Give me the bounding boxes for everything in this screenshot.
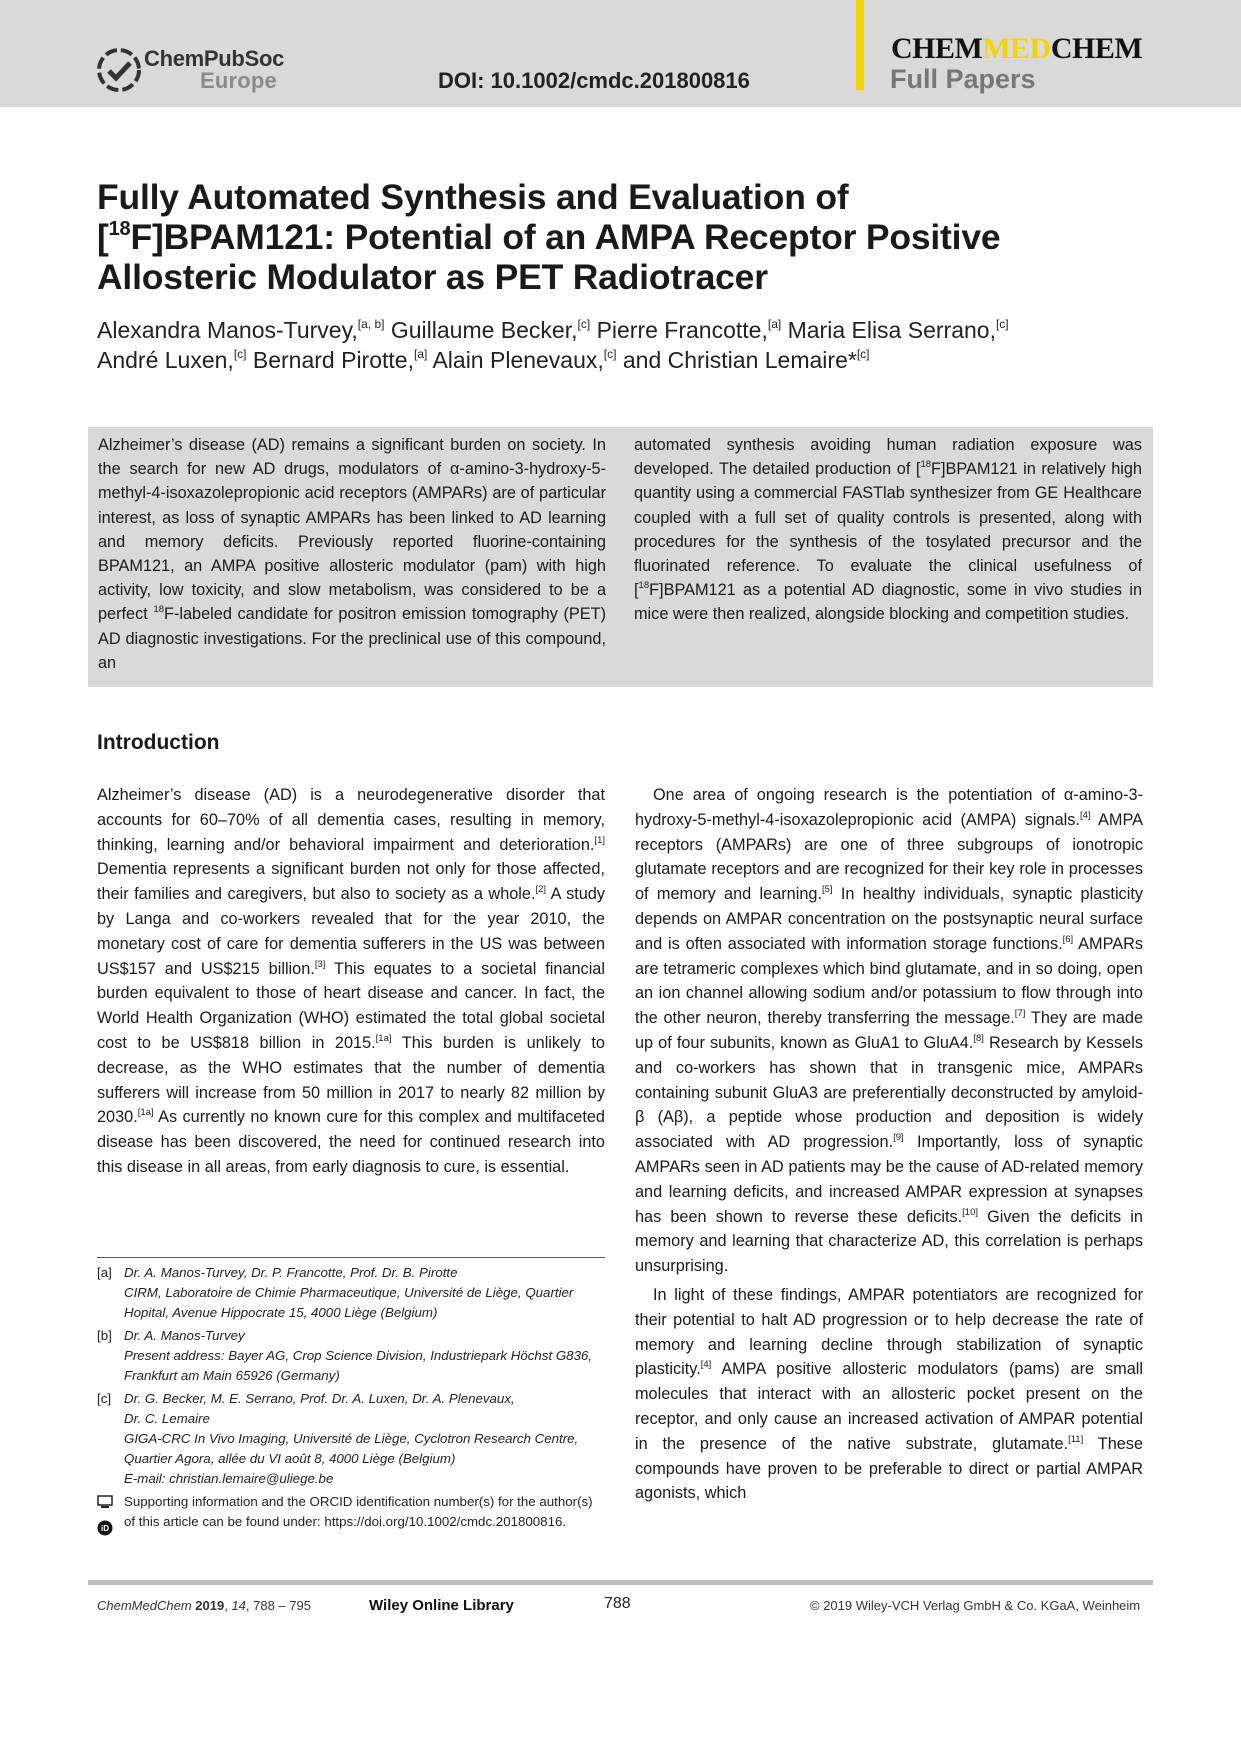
author: Bernard Pirotte,[a]: [252, 347, 428, 373]
footnote-divider: [97, 1257, 605, 1258]
paragraph: In light of these findings, AMPAR potentiators are recognized for their potential to halt AD progression or to help decrease the rate of memory and learning decline through stabilization of synaptic plasticity.[4] AMPA positive allosteric modulators (pams) are small molecules that interact with an allosteric pocket present on the receptor, and only cause an increased activation of AMPAR potential in the presence of the native substrate, glutamate.[11] These compounds have proven to be preferable to direct or partial AMPAR agonists, which: [635, 1285, 1143, 1503]
author: André Luxen,[c]: [97, 347, 247, 373]
body-column-left: [97, 783, 605, 1180]
citation[interactable]: [10]: [962, 1206, 978, 1218]
citation[interactable]: [9]: [893, 1132, 904, 1144]
computer-icon: [97, 1494, 113, 1510]
journal-name-part1: CHEM: [891, 32, 983, 65]
author-list: [97, 315, 1157, 375]
citation[interactable]: [1]: [594, 834, 605, 846]
citation[interactable]: [3]: [314, 958, 326, 970]
citation[interactable]: [4]: [700, 1359, 712, 1371]
journal-name-part3: CHEM: [1050, 32, 1143, 65]
citation[interactable]: [1a]: [375, 1032, 392, 1044]
publisher-name: ChemPubSoc: [144, 46, 285, 71]
publisher-region: Europe: [200, 68, 277, 93]
author: Pierre Francotte,[a]: [596, 317, 782, 343]
body-column-right: [635, 783, 1143, 1506]
abstract-column-left: Alzheimer’s disease (AD) remains a significant burden on society. In the search for new AD drugs, modulators of α-amino-3-hydroxy-5-methyl-4-isoxazolepropionic acid receptors (AMPARs) are of particular interest, as loss of synaptic AMPARs has been linked to AD learning and memory deficits. Previously reported fluorine-containing BPAM121, an AMPA positive allosteric modulator (pam) with high activity, low toxicity, and slow metabolism, was considered to be a perfect $^{18}$F-labeled candidate for positron emission tomography (PET) AD diagnostic investigations. For the preclinical use of this compound, an: [98, 436, 606, 672]
title-line-2: [97, 217, 1157, 257]
citation[interactable]: [6]: [1062, 933, 1074, 945]
page-number: 788: [604, 1595, 631, 1612]
abstract-column-right: automated synthesis avoiding human radiation exposure was developed. The detailed production of [$^{18}$F]BPAM121 in relatively high quantity using a commercial FASTlab synthesizer from GE Healthcare coupled with a full set of quality controls is presented, along with procedures for the synthesis of the tosylated precursor and the fluorinated reference. To evaluate the clinical usefulness of [$^{18}$F]BPAM121 as a potential AD diagnostic, some in vivo studies in mice were then realized, alongside blocking and competition studies.: [634, 436, 1142, 624]
author: Maria Elisa Serrano,[c]: [787, 317, 1009, 343]
wiley-online-library-link[interactable]: Wiley Online Library: [369, 1597, 514, 1614]
title-bracket: [: [97, 217, 109, 257]
footnote-b: [b] Dr. A. Manos-Turvey Present address: Bayer AG, Crop Science Division, Industriepark Höchst G836, Frankfurt am Main 65926 (Germany): [97, 1328, 593, 1383]
title-isotope: 18: [108, 218, 131, 240]
chempubsoc-emblem-icon: [96, 47, 142, 93]
copyright: © 2019 Wiley-VCH Verlag GmbH & Co. KGaA, Weinheim: [810, 1598, 1141, 1613]
paragraph: One area of ongoing research is the potentiation of α-amino-3-hydroxy-5-methyl-4-isoxazolepropionic acid (AMPA) signals.[4] AMPA receptors (AMPARs) are one of three subgroups of ionotropic glutamate receptors and are recognized for their key role in processes of memory and learning.[5] In healthy individuals, synaptic plasticity depends on AMPAR concentration on the postsynaptic neural surface and is often associated with information storage functions.[6] AMPARs are tetrameric complexes which bind glutamate, and in so doing, open an ion channel allowing sodium and/or potassium to flow through into the other neuron, thereby transferring the message.[7] They are made up of four subunits, known as GluA1 to GluA4.[8] Research by Kessels and co-workers has shown that in transgenic mice, AMPARs containing subunit GluA3 are preferentially deconstructed by amyloid-β (Aβ), a peptide whose production and deposition is widely associated with AD progression.[9] Importantly, loss of synaptic AMPARs seen in AD patients may be the cause of AD-related memory and learning deficits, and increased AMPAR expression at synapses has been shown to reverse these deficits.[10] Given the deficits in memory and learning that characterize AD, this correlation is perhaps unsurprising.: [635, 786, 1143, 1276]
affiliation-footnotes: [97, 1263, 605, 1544]
author: and Christian Lemaire*[c]: [622, 347, 870, 373]
footnote-c: [c] Dr. G. Becker, M. E. Serrano, Prof. Dr. A. Luxen, Dr. A. Plenevaux, Dr. C. Lemaire GIGA-CRC In Vivo Imaging, Université de Liège, Cyclotron Research Centre, Quartier Agora, allée du VI août 8, 4000 Liège (Belgium) E-mail: christian.lemaire@uliege.be: [97, 1391, 579, 1486]
journal-name-part2: MED: [982, 32, 1051, 65]
citation[interactable]: [7]: [1014, 1008, 1026, 1020]
article-title: [97, 177, 1157, 297]
citation[interactable]: [4]: [1079, 809, 1091, 821]
section-heading: Introduction: [97, 731, 220, 754]
author: Alain Plenevaux,[c]: [432, 347, 617, 373]
publisher-logo: [96, 44, 284, 96]
title-line-1: Fully Automated Synthesis and Evaluation of: [97, 177, 849, 217]
footer-divider: [88, 1580, 1153, 1585]
paper-type: Full Papers: [890, 64, 1036, 94]
citation[interactable]: [2]: [535, 884, 547, 896]
author: Alexandra Manos-Turvey,[a, b]: [97, 317, 385, 343]
doi-label: DOI: 10.1002/cmdc.201800816: [438, 68, 750, 93]
citation[interactable]: [5]: [821, 884, 833, 896]
footer-citation: ChemMedChem 2019, 14, 788 – 795: [97, 1598, 311, 1613]
abstract-box: [88, 427, 1153, 687]
citation[interactable]: [1a]: [137, 1107, 154, 1119]
paragraph: Alzheimer’s disease (AD) is a neurodegenerative disorder that accounts for 60–70% of all dementia cases, resulting in memory, thinking, learning and/or behavioral impairment and deterioration.[1] Dementia represents a significant burden not only for those affected, their families and caregivers, but also to society as a whole.[2] A study by Langa and co-workers revealed that for the year 2010, the monetary cost of care for dementia sufferers in the US was between US$157 and US$215 billion.[3] This equates to a societal financial burden equivalent to those of heart disease and cancer. In fact, the World Health Organization (WHO) estimated the total global societal cost to be US$818 billion in 2015.[1a] This burden is unlikely to decrease, as the WHO estimates that the number of dementia sufferers will increase from 50 million in 2017 to nearly 82 million by 2030.[1a] As currently no known cure for this complex and multifaceted disease has been discovered, the need for continued research into this disease in all areas, from early diagnosis to cure, is essential.: [97, 786, 605, 1176]
citation[interactable]: [8]: [973, 1032, 984, 1044]
title-line-2-text: F]BPAM121: Potential of an AMPA Receptor Positive: [130, 217, 1001, 257]
journal-name: [891, 32, 1142, 66]
footnote-a: [a] Dr. A. Manos-Turvey, Dr. P. Francotte, Prof. Dr. B. Pirotte CIRM, Laboratoire de Chimie Pharmaceutique, Université de Liège, Quartier Hopital, Avenue Hippocrate 15, 4000 Liège (Belgium): [97, 1265, 574, 1320]
citation[interactable]: [11]: [1068, 1433, 1084, 1445]
orcid-icon: [97, 1520, 113, 1536]
supporting-info-note: iD Supporting information and the ORCID identification number(s) for the author(s) of this article can be found under: https://doi.org/10.1002/cmdc.201800816.: [97, 1492, 605, 1544]
title-line-3: Allosteric Modulator as PET Radiotracer: [97, 257, 768, 297]
journal-accent-bar: [856, 0, 864, 90]
svg-text:iD: iD: [101, 1524, 109, 1533]
author: Guillaume Becker,[c]: [390, 317, 591, 343]
